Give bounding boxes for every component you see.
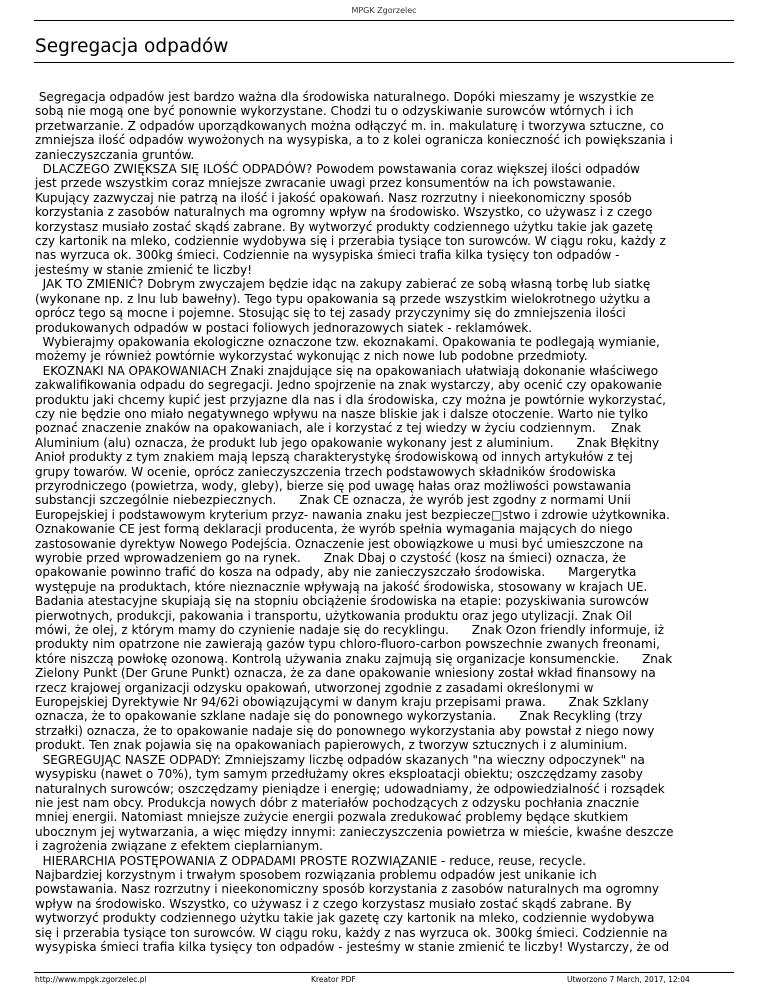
text-line: nie jest nam obcy. Produkcja nowych dóbr z materiałów pochodzących z odzysku pochłania znacznie bbox=[35, 795, 640, 810]
text-line: produktu jaki chcemy kupić jest przyjazne dla nas i dla środowiska, czy można je powtórnie wykorzystać, bbox=[35, 392, 666, 407]
text-line: rzecz krajowej organizacji odzysku opakowań, utworzonej zgodnie z zasadami określonymi w bbox=[35, 680, 594, 695]
text-line: Segregacja odpadów jest bardzo ważna dla środowiska naturalnego. Dopóki mieszamy je wszystkie ze bbox=[35, 90, 655, 104]
text-line: wysypiska śmieci trafia kilka tysięcy ton odpadów - jesteśmy w stanie zmienić te liczby! Wystarczy, że od bbox=[35, 939, 670, 954]
text-line: zastosowanie dyrektyw Nowego Podejścia. Oznaczenie jest obowiązkowe u musi być umieszczone na bbox=[35, 536, 644, 551]
text-line: (wykonane np. z lnu lub bawełny). Tego typu opakowania są przede wszystkim wielokrotnego użytku a bbox=[35, 291, 651, 306]
text-line: które niszczą powłokę ozonową. Kontrolą używania znaku zajmują się organizacje konsumenckie. Znak bbox=[35, 651, 673, 666]
text-line: Badania atestacyjne skupiają się na stopniu obciążenie środowiska na etapie: pozyskiwania surowców bbox=[35, 594, 649, 609]
text-line: przetwarzanie. Z odpadów uporządkowanych można odłączyć m. in. makulaturę i tworzywa sztuczne, co bbox=[35, 118, 664, 133]
text-line: zmniejsza ilość odpadów wywożonych na wysypiska, a to z kolei ogranicza konieczność ich powiększania i bbox=[35, 133, 673, 148]
text-line: produkty nim opatrzone nie zawierają gazów typu chloro-fluoro-carbon powszechnie zwanych freonami, bbox=[35, 637, 660, 652]
text-line: Europejskiej Dyrektywie Nr 94/62i obowiązującymi w danym kraju przepisami prawa. Znak Szklany bbox=[35, 695, 649, 710]
text-line: mniej energii. Natomiast mniejsze zużycie energii pozwala zredukować problemy będące skutkiem bbox=[35, 810, 629, 825]
text-line: wpływ na środowisko. Wszystko, co używasz i z czego korzystasz musiało zostać skądś zabrane. By bbox=[35, 896, 632, 911]
text-line: przyrodniczego (powietrza, wody, gleby), bierze się pod uwagę hałas oraz możliwości powstawania bbox=[35, 478, 632, 493]
title-divider bbox=[34, 62, 734, 63]
header-divider bbox=[34, 20, 734, 21]
text-line: i zagrożenia związane z efektem cieplarnianym. bbox=[35, 839, 323, 854]
text-line: Anioł produkty z tym znakiem mają lepszą charakterystykę środowiskową od innych artykułów z tej bbox=[35, 450, 633, 465]
text-line: korzystania z zasobów naturalnych ma ogromny wpływ na środowisko. Wszystko, co używasz i z czego bbox=[35, 205, 653, 220]
text-line: zakwalifikowania odpadu do segregacji. Jedno spojrzenie na znak wystarczy, aby ocenić czy opakowanie bbox=[35, 378, 662, 393]
text-line: DLACZEGO ZWIĘKSZA SIĘ ILOŚĆ ODPADÓW? Powodem powstawania coraz większej ilości odpadów bbox=[35, 162, 640, 177]
text-line: sobą nie mogą one być ponownie wykorzystane. Chodzi tu o odzyskiwanie surowców wtórnych i ich bbox=[35, 104, 634, 119]
text-line: pierwotnych, produkcji, pakowania i transportu, użytkowania produktu oraz jego utylizacji. Znak Oil bbox=[35, 608, 632, 623]
footer-created-date: Utworzono 7 March, 2017, 12:04 bbox=[567, 975, 690, 984]
text-line: jest przede wszystkim coraz mniejsze zwracanie uwagi przez konsumentów na ich powstawanie. bbox=[35, 176, 616, 191]
text-line: JAK TO ZMIENIĆ? Dobrym zwyczajem będzie idąc na zakupy zabierać ze sobą własną torbę lub siatkę bbox=[35, 277, 651, 292]
text-line: naturalnych surowców; oszczędzamy pieniądze i energię; udowadniamy, że odpowiedzialność i rozsądek bbox=[35, 781, 665, 796]
text-line: HIERARCHIA POSTĘPOWANIA Z ODPADAMI PROSTE ROZWIĄZANIE - reduce, reuse, recycle. bbox=[35, 853, 586, 868]
text-line: wyrobie przed wprowadzeniem go na rynek. Znak Dbaj o czystość (kosz na śmieci) oznacza, że bbox=[35, 551, 627, 565]
text-line: wysypisku (nawet o 70%), tym samym przedłużamy okres eksploatacji obiektu; oszczędzamy zasoby bbox=[35, 767, 643, 782]
text-line: poznać znaczenie znaków na opakowaniach, ale i korzystać z tej wiedzy w życiu codziennym. Znak bbox=[35, 421, 642, 436]
text-line: Wybierajmy opakowania ekologiczne oznaczone tzw. ekoznakami. Opakowania te podlegają wymianie, bbox=[35, 334, 660, 349]
text-line: występuje na produktach, które nieznacznie wpływają na jakość środowiska, stosowany w krajach UE. bbox=[35, 579, 648, 594]
text-line: Zielony Punkt (Der Grune Punkt) oznacza, że za dane opakowanie wniesiony został wkład finansowy na bbox=[35, 666, 656, 681]
text-line: oznacza, że to opakowanie szklane nadaje się do ponownego wykorzystania. Znak Recykling (trzy bbox=[35, 709, 643, 724]
text-line: mówi, że olej, z którym mamy do czynienie nadaje się do recyklingu. Znak Ozon friendly informuje, iż bbox=[35, 623, 665, 638]
text-line: czy nie będzie ono miało negatywnego wpływu na nasze bliskie jak i dalsze otoczenie. Warto nie tylko bbox=[35, 406, 649, 421]
text-line: EKOZNAKI NA OPAKOWANIACH Znaki znajdujące się na opakowaniach ułatwiają dokonanie właściwego bbox=[35, 363, 659, 378]
text-line: możemy je również powtórnie wykorzystać wykonując z nich nowe lub podobne przedmioty. bbox=[35, 349, 588, 364]
text-line: się i przerabia tysiące ton surowców. W ciągu roku, każdy z nas wyrzuca ok. 300kg śmieci. Codziennie na bbox=[35, 925, 668, 940]
text-line: Najbardziej korzystnym i trwałym sposobem rozwiązania problemu odpadów jest unikanie ich bbox=[35, 867, 597, 882]
page-header: MPGK Zgorzelec bbox=[351, 6, 417, 15]
footer-generator: Kreator PDF bbox=[311, 975, 356, 984]
text-line: opakowanie powinno trafić do kosza na odpady, aby nie zanieczyszczało środowiska. Margerytka bbox=[35, 565, 637, 580]
text-line: wytworzyć produkty codziennego użytku takie jak gazetę czy kartonik na mleko, codziennie wydobywa bbox=[35, 911, 655, 926]
text-line: produkt. Ten znak pojawia się na opakowaniach papierowych, z tworzyw sztucznych i z aluminium. bbox=[35, 738, 628, 753]
footer-divider bbox=[34, 972, 734, 973]
text-line: jesteśmy w stanie zmienić te liczby! bbox=[35, 262, 253, 277]
text-line: Oznakowanie CE jest formą deklaracji producenta, że wyrób spełnia wymagania mających do niego bbox=[35, 522, 633, 537]
footer-url-link[interactable]: http://www.mpgk.zgorzelec.pl bbox=[35, 975, 147, 984]
text-line: substancji szczególnie niebezpiecznych. Znak CE oznacza, że wyrób jest zgodny z normami Unii bbox=[35, 493, 631, 508]
article-body bbox=[35, 90, 737, 954]
page-title: Segregacja odpadów bbox=[35, 36, 229, 57]
text-line: produkowanych odpadów w postaci foliowych jednorazowych siatek - reklamówek. bbox=[35, 320, 533, 335]
text-line: korzystasz musiało zostać skądś zabrane. By wytworzyć produkty codziennego użytku takie jak gazetę bbox=[35, 219, 653, 234]
text-line: Europejskiej i podstawowym kryterium przyz- nawania znaku jest bezpiecze□stwo i zdrowie użytkownika. bbox=[35, 507, 670, 522]
text-line: zanieczyszczania gruntów. bbox=[35, 147, 195, 162]
text-line: powstawania. Nasz rozrzutny i nieekonomiczny sposób korzystania z zasobów naturalnych ma ogromny bbox=[35, 882, 659, 897]
text-line: ubocznym jej wytwarzania, a więc między innymi: zanieczyszczenia powietrza w mieście, kwaśne deszcze bbox=[35, 824, 674, 839]
text-line: SEGREGUJĄC NASZE ODPADY: Zmniejszamy liczbę odpadów skazanych "na wieczny odpoczynek" na bbox=[35, 752, 645, 767]
text-line: Aluminium (alu) oznacza, że produkt lub jego opakowanie wykonany jest z aluminium. Znak Błękitny bbox=[35, 435, 660, 450]
text-line: strzałki) oznacza, że to opakowanie nadaje się do ponownego wykorzystania aby powstał z niego nowy bbox=[35, 723, 655, 738]
text-line: Kupujący zazwyczaj nie patrzą na ilość i jakość opakowań. Nasz rozrzutny i nieekonomiczny sposób bbox=[35, 190, 632, 205]
text-line: nas wyrzuca ok. 300kg śmieci. Codziennie na wysypiska śmieci trafia kilka tysięcy ton odpadów - bbox=[35, 248, 620, 263]
text-line: czy kartonik na mleko, codziennie wydobywa się i przerabia tysiące ton surowców. W ciągu roku, każdy z bbox=[35, 234, 666, 249]
text-line: oprócz tego są mocne i pojemne. Stosując się to tej zasady przyczynimy się do zmniejszenia ilości bbox=[35, 306, 626, 321]
text-line: grupy towarów. W ocenie, oprócz zanieczyszczenia trzech podstawowych składników środowiska bbox=[35, 464, 616, 479]
